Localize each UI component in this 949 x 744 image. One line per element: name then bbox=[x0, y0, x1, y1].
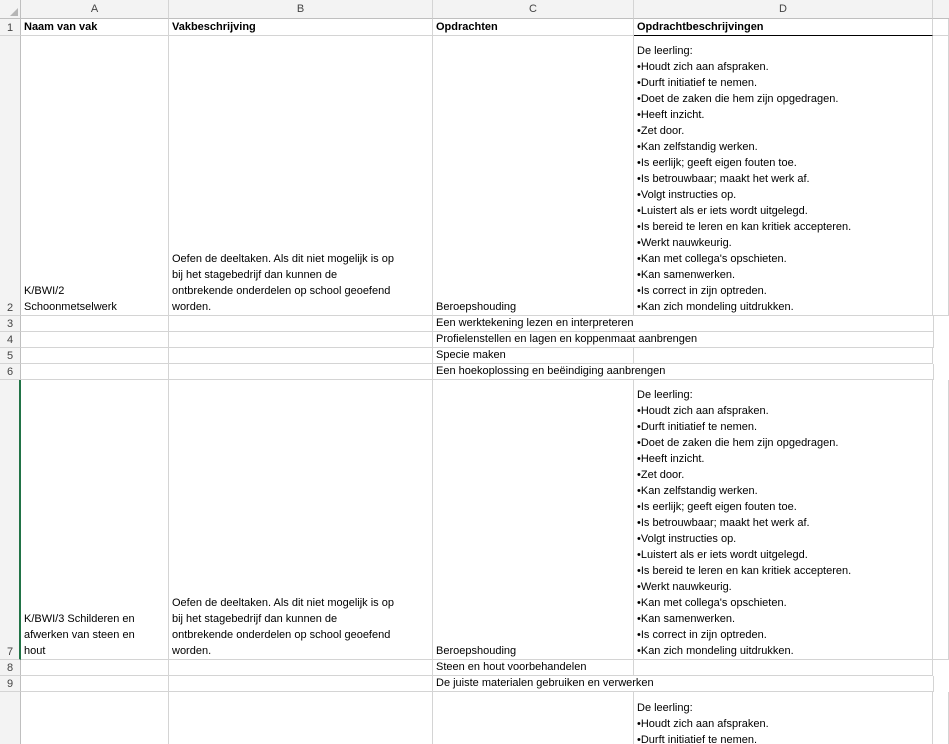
cell-d5[interactable] bbox=[634, 348, 933, 364]
cell-b3[interactable] bbox=[169, 316, 433, 332]
cell-d1[interactable]: Opdrachtbeschrijvingen bbox=[634, 19, 933, 36]
cell-e10[interactable] bbox=[933, 692, 949, 744]
cell-a9[interactable] bbox=[21, 676, 169, 692]
cell-b1[interactable]: Vakbeschrijving bbox=[169, 19, 433, 36]
cell-a1[interactable]: Naam van vak bbox=[21, 19, 169, 36]
cell-b5[interactable] bbox=[169, 348, 433, 364]
cell-c6[interactable]: Een hoekoplossing en beëindiging aanbrengen bbox=[433, 364, 934, 380]
cell-b8[interactable] bbox=[169, 660, 433, 676]
cell-a2[interactable]: K/BWI/2 Schoonmetselwerk bbox=[21, 36, 169, 316]
row-header-4[interactable]: 4 bbox=[0, 332, 21, 348]
row-header-7[interactable]: 7 bbox=[0, 380, 21, 660]
cell-c3[interactable]: Een werktekening lezen en interpreteren bbox=[433, 316, 934, 332]
cell-b2[interactable]: Oefen de deeltaken. Als dit niet mogelijk is op bij het stagebedrijf dan kunnen de ontbrekende onderdelen op school geoefend worden. bbox=[169, 36, 433, 316]
cell-c4[interactable]: Profielenstellen en lagen en koppenmaat aanbrengen bbox=[433, 332, 934, 348]
cell-b6[interactable] bbox=[169, 364, 433, 380]
cell-a5[interactable] bbox=[21, 348, 169, 364]
row-header-10[interactable] bbox=[0, 692, 21, 744]
cell-c9[interactable]: De juiste materialen gebruiken en verwerken bbox=[433, 676, 934, 692]
column-header-b[interactable]: B bbox=[169, 0, 433, 19]
cell-a4[interactable] bbox=[21, 332, 169, 348]
cell-a7[interactable]: K/BWI/3 Schilderen en afwerken van steen en hout bbox=[21, 380, 169, 660]
cell-c1[interactable]: Opdrachten bbox=[433, 19, 634, 36]
cell-a10[interactable] bbox=[21, 692, 169, 744]
cell-c2[interactable]: Beroepshouding bbox=[433, 36, 634, 316]
row-header-9[interactable]: 9 bbox=[0, 676, 21, 692]
column-header-a[interactable]: A bbox=[21, 0, 169, 19]
cell-e1[interactable] bbox=[933, 19, 949, 36]
cell-b10[interactable] bbox=[169, 692, 433, 744]
cell-c8[interactable]: Steen en hout voorbehandelen bbox=[433, 660, 634, 676]
cell-b4[interactable] bbox=[169, 332, 433, 348]
cell-d10[interactable]: De leerling: •Houdt zich aan afspraken. •Durft initiatief te nemen. bbox=[634, 692, 933, 744]
cell-a3[interactable] bbox=[21, 316, 169, 332]
cell-d8[interactable] bbox=[634, 660, 933, 676]
row-header-3[interactable]: 3 bbox=[0, 316, 21, 332]
cell-c10[interactable] bbox=[433, 692, 634, 744]
cell-d7[interactable]: De leerling: •Houdt zich aan afspraken. •Durft initiatief te nemen. •Doet de zaken die hem zijn opgedragen. •Heeft inzicht. •Zet door. •Kan zelfstandig werken. •Is eerlijk; geeft eigen fouten toe. •Is betrouwbaar; maakt het werk af. •Volgt instructies op. •Luistert als er iets wordt uitgelegd. •Is bereid te leren en kan kritiek accepteren. •Werkt nauwkeurig. •Kan met collega's opschieten. •Kan samenwerken. •Is correct in zijn optreden. •Kan zich mondeling uitdrukken. bbox=[634, 380, 933, 660]
cell-a8[interactable] bbox=[21, 660, 169, 676]
cell-e2[interactable] bbox=[933, 36, 949, 316]
column-header-e[interactable] bbox=[933, 0, 949, 19]
cell-b9[interactable] bbox=[169, 676, 433, 692]
row-header-2[interactable]: 2 bbox=[0, 36, 21, 316]
cell-c5[interactable]: Specie maken bbox=[433, 348, 634, 364]
select-all-corner[interactable] bbox=[0, 0, 21, 19]
column-header-c[interactable]: C bbox=[433, 0, 634, 19]
cell-c7[interactable]: Beroepshouding bbox=[433, 380, 634, 660]
row-header-5[interactable]: 5 bbox=[0, 348, 21, 364]
cell-d2[interactable]: De leerling: •Houdt zich aan afspraken. •Durft initiatief te nemen. •Doet de zaken die hem zijn opgedragen. •Heeft inzicht. •Zet door. •Kan zelfstandig werken. •Is eerlijk; geeft eigen fouten toe. •Is betrouwbaar; maakt het werk af. •Volgt instructies op. •Luistert als er iets wordt uitgelegd. •Is bereid te leren en kan kritiek accepteren. •Werkt nauwkeurig. •Kan met collega's opschieten. •Kan samenwerken. •Is correct in zijn optreden. •Kan zich mondeling uitdrukken. bbox=[634, 36, 933, 316]
column-header-d[interactable]: D bbox=[634, 0, 933, 19]
row-header-1[interactable]: 1 bbox=[0, 19, 21, 36]
row-header-8[interactable]: 8 bbox=[0, 660, 21, 676]
cell-a6[interactable] bbox=[21, 364, 169, 380]
cell-e7[interactable] bbox=[933, 380, 949, 660]
row-header-6[interactable]: 6 bbox=[0, 364, 21, 380]
cell-b7[interactable]: Oefen de deeltaken. Als dit niet mogelijk is op bij het stagebedrijf dan kunnen de ontbrekende onderdelen op school geoefend worden. bbox=[169, 380, 433, 660]
